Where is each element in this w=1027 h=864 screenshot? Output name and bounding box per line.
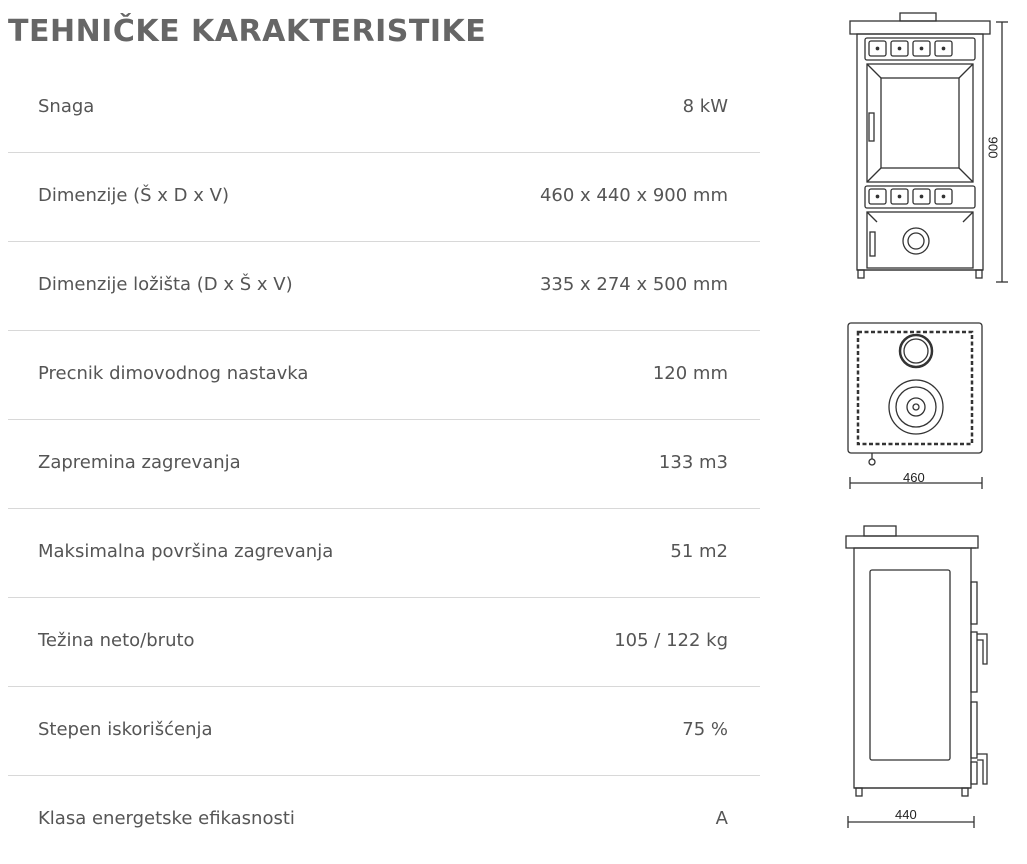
spec-value: 133 m3: [658, 452, 728, 473]
spec-label: Zapremina zagrevanja: [38, 452, 241, 473]
spec-row: [8, 331, 760, 420]
spec-value: 105 / 122 kg: [614, 630, 728, 651]
spec-value: 120 mm: [652, 363, 728, 384]
spec-label: Klasa energetske efikasnosti: [38, 808, 295, 829]
spec-value: 51 m2: [670, 541, 728, 562]
spec-value: 75 %: [682, 719, 728, 740]
spec-value: 460 x 440 x 900 mm: [539, 185, 728, 206]
spec-label: Dimenzije ložišta (D x Š x V): [38, 274, 293, 295]
spec-row: [8, 509, 760, 598]
spec-label: Snaga: [38, 96, 95, 117]
height-dimension-label: 900: [985, 136, 1001, 159]
page-title: TEHNIČKE KARAKTERISTIKE: [8, 14, 487, 49]
spec-row: [8, 776, 760, 864]
spec-row: [8, 64, 760, 153]
spec-value: 335 x 274 x 500 mm: [539, 274, 728, 295]
specs-table: [8, 64, 760, 864]
spec-label: Dimenzije (Š x D x V): [38, 185, 229, 206]
spec-label: Maksimalna površina zagrevanja: [38, 541, 334, 562]
depth-dimension-label: 440: [895, 807, 917, 822]
spec-row: [8, 598, 760, 687]
side-view-drawing: [840, 522, 1000, 832]
spec-row: [8, 420, 760, 509]
spec-row: [8, 153, 760, 242]
spec-label: Precnik dimovodnog nastavka: [38, 363, 309, 384]
spec-value: 8 kW: [682, 96, 728, 117]
spec-value: A: [715, 808, 728, 829]
spec-row: [8, 687, 760, 776]
spec-row: [8, 242, 760, 331]
spec-label: Težina neto/bruto: [38, 630, 195, 651]
spec-label: Stepen iskorišćenja: [38, 719, 213, 740]
width-dimension-label: 460: [903, 470, 925, 485]
